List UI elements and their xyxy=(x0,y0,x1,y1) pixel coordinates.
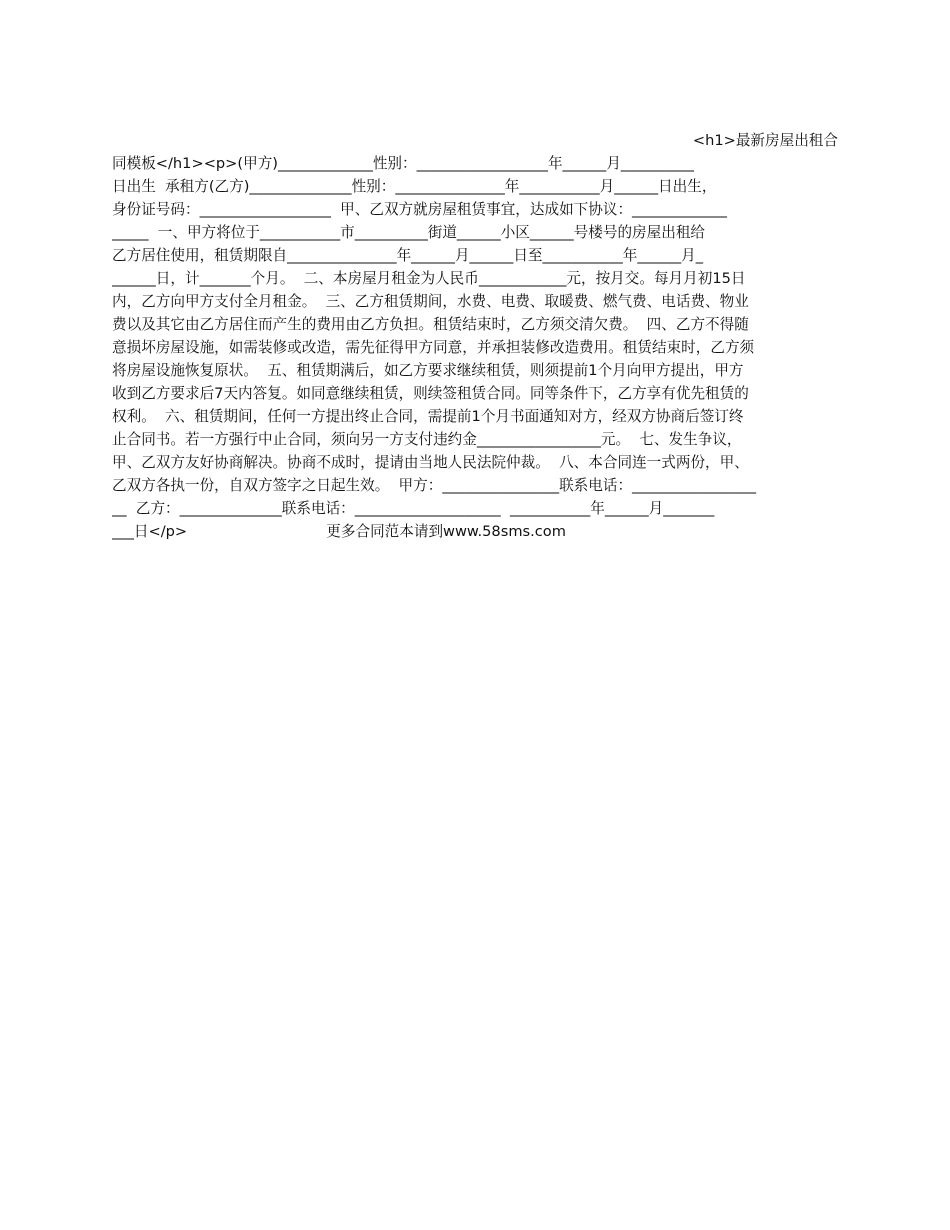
document-text-line: 乙双方各执一份，自双方签字之日起生效。 甲方：________________联系电话：_________________ xyxy=(112,477,757,494)
document-text-line: 乙方居住使用，租赁期限自_______________年______月______日至___________年______月_ xyxy=(112,247,704,264)
document-text-line: ______日，计_______个月。 二、本房屋月租金为人民币____________元，按月交。每月月初15日 xyxy=(112,270,746,287)
document-text-line: 甲、乙双方友好协商解决。协商不成时，提请由当地人民法院仲裁。 八、本合同连一式两份，甲、 xyxy=(112,454,749,471)
document-text-line: 日出生 承租方(乙方)______________性别：_______________年___________月______日出生， xyxy=(112,178,717,195)
document-text-line: 同模板</h1><p>(甲方)_____________性别：__________________年______月__________ xyxy=(112,155,694,172)
document-text-line: __ 乙方：______________联系电话：____________________ ___________年______月_______ xyxy=(112,500,715,517)
document-text-line: 内，乙方向甲方支付全月租金。 三、乙方租赁期间，水费、电费、取暖费、燃气费、电话费、物业 xyxy=(112,293,749,310)
document-text-line: 止合同书。若一方强行中止合同，须向另一方支付违约金_________________元。 七、发生争议， xyxy=(112,431,742,448)
document-text-line: 将房屋设施恢复原状。 五、租赁期满后，如乙方要求继续租赁，则须提前1个月向甲方提出，甲方 xyxy=(112,362,744,379)
document-text-line: 费以及其它由乙方居住而产生的费用由乙方负担。租赁结束时，乙方须交清欠费。 四、乙方不得随 xyxy=(112,316,749,333)
document-text-line: ___日</p> 更多合同范本请到www.58sms.com xyxy=(112,523,566,540)
document-text-line: <h1>最新房屋出租合 xyxy=(692,132,838,149)
document-text-line: 权利。 六、租赁期间，任何一方提出终止合同，需提前1个月书面通知对方，经双方协商后签订终 xyxy=(112,408,744,425)
document-text-line: 意损坏房屋设施，如需装修或改造，需先征得甲方同意，并承担装修改造费用。租赁结束时，乙方须 xyxy=(112,339,755,356)
document-text-line: _____ 一、甲方将位于___________市__________街道______小区______号楼号的房屋出租给 xyxy=(112,224,706,241)
document-text-line: 收到乙方要求后7天内答复。如同意继续租赁，则续签租赁合同。同等条件下，乙方享有优先租赁的 xyxy=(112,385,749,402)
document-text-line: 身份证号码：__________________ 甲、乙双方就房屋租赁事宜，达成如下协议：_____________ xyxy=(112,201,727,218)
